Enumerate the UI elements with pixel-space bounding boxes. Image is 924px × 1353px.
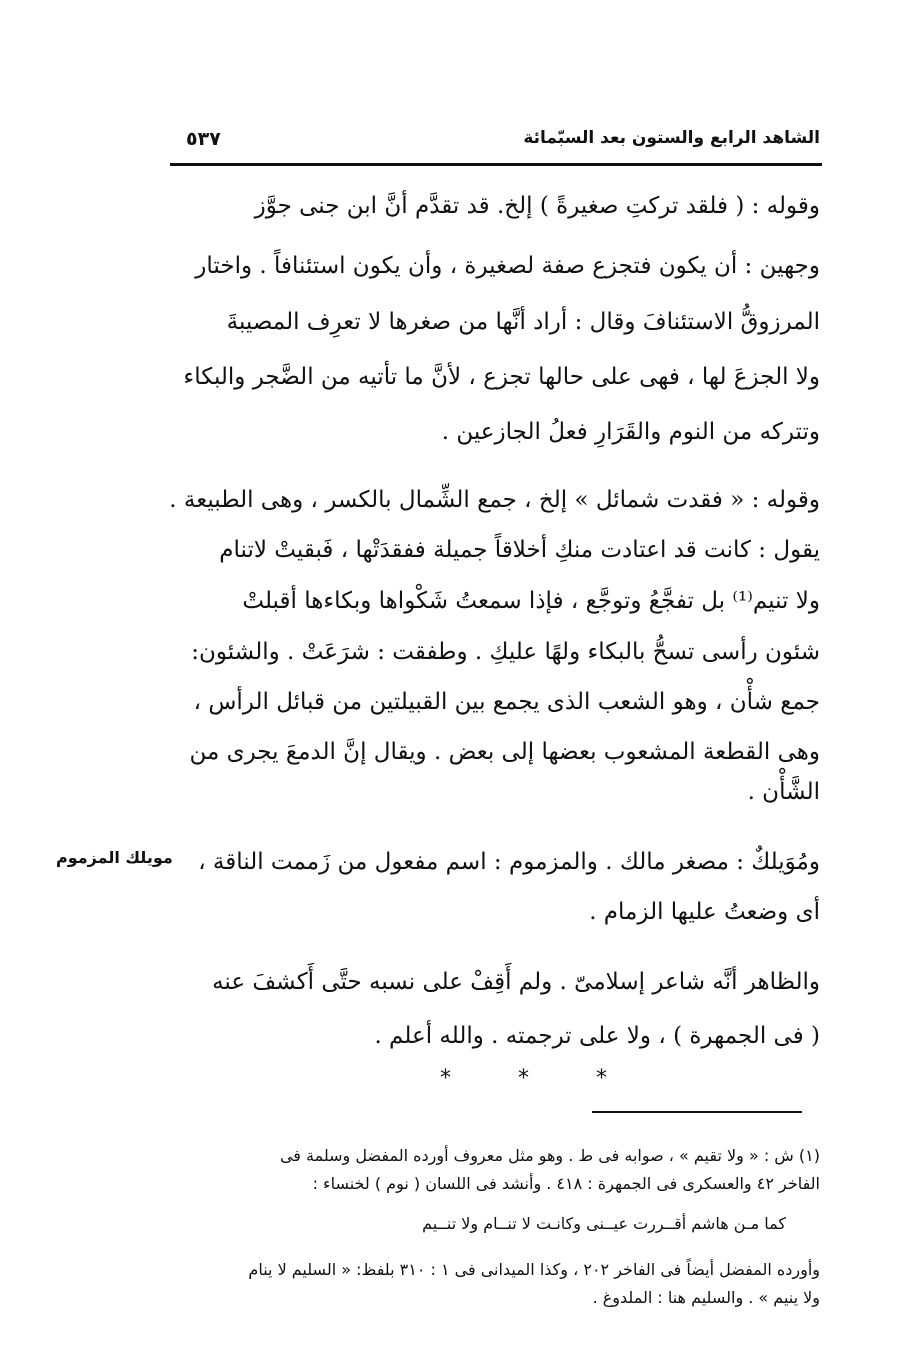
section-separator: * * *	[440, 1066, 637, 1091]
text-line: ولا تنيم⁽¹⁾ بل تفجَّعُ وتوجَّع ، فإذا سمعتُ شَكْواها وبكاءها أقبلتْ	[242, 588, 820, 614]
header-rule	[170, 163, 822, 166]
footnote-rule	[592, 1111, 802, 1113]
footnote-line: (١) ش : « ولا تقيم » ، صوابه فى ط . وهو مثل معروف أورده المفضل وسلمة فى	[279, 1146, 820, 1165]
text-line: وتتركه من النوم والقَرَارِ فعلُ الجازعين .	[441, 419, 820, 445]
text-line: ( فى الجمهرة ) ، ولا على ترجمته . والله أعلم .	[374, 1023, 820, 1049]
text-line: شئون رأسى تسحُّ بالبكاء ولهًا عليكِ . وطفقت : شرَعَتْ . والشئون:	[191, 639, 820, 665]
text-line: المرزوقُّ الاستئنافَ وقال : أراد أنَّها من صغرها لا تعرِف المصيبةَ	[226, 309, 820, 335]
text-line: أى وضعتُ عليها الزمام .	[589, 899, 820, 925]
text-line: وقوله : ( فلقد تركتِ صغيرةً ) إلخ. قد تقدَّم أنَّ ابن جنى جوَّز	[254, 193, 820, 219]
margin-note: مويلك المزموم	[56, 848, 173, 867]
text-line: يقول : كانت قد اعتادت منكِ أخلاقاً جميلة ففقدَتْها ، فَبقيتْ لاتنام	[219, 537, 820, 563]
text-line: ومُوَيلكٌ : مصغر مالك . والمزموم : اسم مفعول من زَممت الناقة ،	[198, 849, 820, 875]
text-line: الشَّأْن .	[747, 779, 820, 805]
text-line: والظاهر أنَّه شاعر إسلامىّ . ولم أَقِفْ على نسبه حتَّى أَكشفَ عنه	[212, 969, 820, 995]
footnote-line: ولا ينيم » . والسليم هنا : الملدوغ .	[592, 1288, 820, 1307]
text-line: وهى القطعة المشعوب بعضها إلى بعض . ويقال إنَّ الدمعَ يجرى من	[189, 739, 820, 765]
text-line: ولا الجزعَ لها ، فهى على حالها تجزع ، لأنَّ ما تأتيه من الضَّجر والبكاء	[183, 364, 820, 390]
footnote-verse: كما مـن هاشم أقــررت عيــنى وكانـت لا تنــام ولا تنــيم	[422, 1214, 786, 1233]
text-line: وجهين : أن يكون فتجزع صفة لصغيرة ، وأن يكون استئنافاً . واختار	[195, 253, 820, 279]
text-line: جمع شأْن ، وهو الشعب الذى يجمع بين القبيلتين من قبائل الرأس ،	[193, 689, 820, 715]
footnote-line: وأورده المفضل أيضاً فى الفاخر ٢٠٢ ، وكذا الميدانى فى ١ : ٣١٠ بلفظ: « السليم لا ينام	[248, 1260, 820, 1279]
footnote-line: الفاخر ٤٢ والعسكرى فى الجمهرة : ٤١٨ . وأنشد فى اللسان ( نوم ) لخنساء :	[312, 1174, 820, 1193]
page-number: ٥٣٧	[186, 128, 221, 150]
running-header-title: الشاهد الرابع والستون بعد السبّمائة	[523, 128, 820, 148]
text-line: وقوله : « فقدت شمائل » إلخ ، جمع الشِّمال بالكسر ، وهى الطبيعة .	[169, 487, 820, 513]
